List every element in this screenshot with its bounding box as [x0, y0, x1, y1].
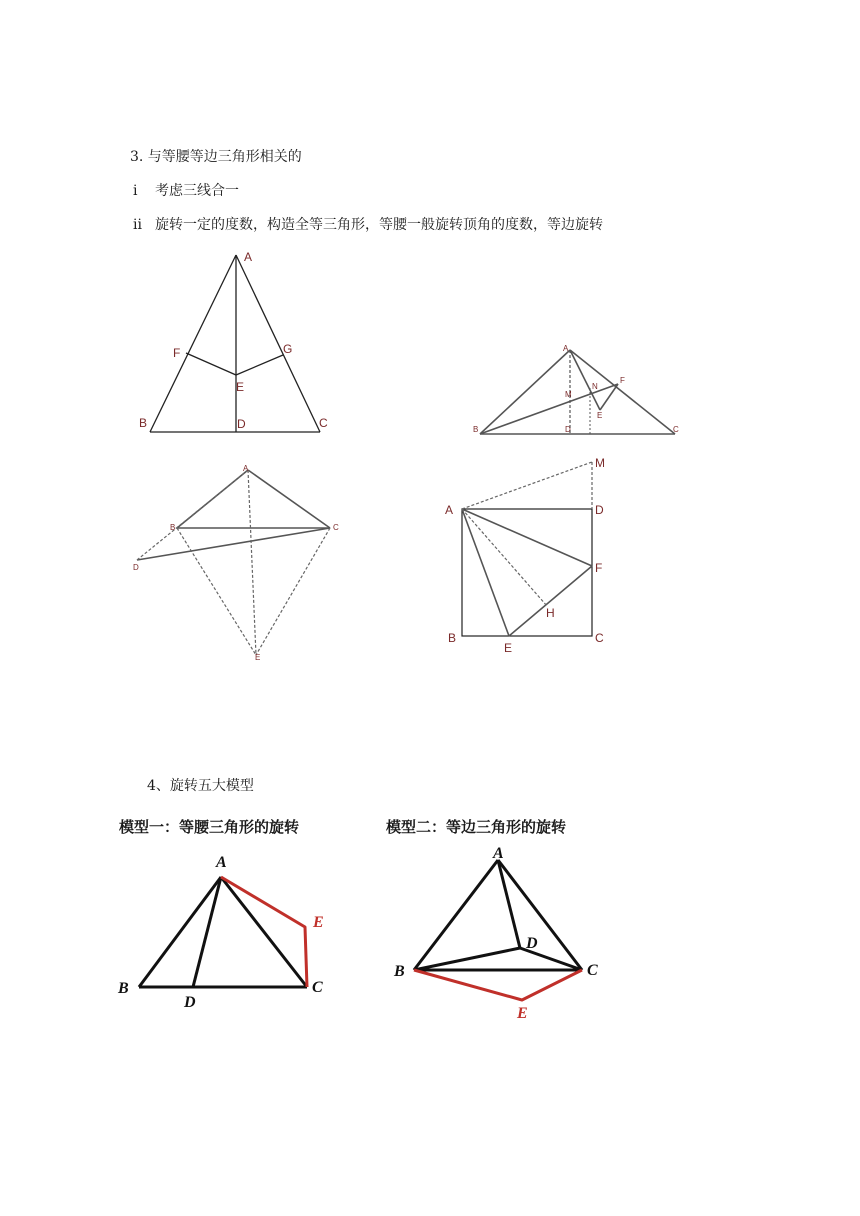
model1-label-A: A [216, 854, 227, 871]
model2-label-A: A [493, 845, 504, 862]
item-ii-text: 旋转一定的度数，构造全等三角形，等腰一般旋转顶角的度数，等边旋转 [155, 217, 603, 233]
fig1-label-F: F [173, 346, 181, 360]
figure-square-rotation [440, 452, 620, 657]
fig2-label-B: B [473, 425, 479, 434]
fig4-label-D: D [595, 503, 604, 517]
fig4-label-F: F [595, 561, 603, 575]
fig4-label-H: H [546, 606, 555, 620]
fig1-label-B: B [139, 416, 148, 430]
fig3-label-B: B [170, 523, 176, 532]
section3-item-i [133, 180, 239, 200]
fig2-label-C: C [673, 425, 679, 434]
fig3-label-A: A [243, 464, 249, 473]
model1-figure [110, 845, 350, 1020]
section3-heading: 3. 与等腰等边三角形相关的 [130, 149, 302, 165]
fig2-label-A: A [563, 344, 569, 353]
model2-figure [385, 838, 625, 1023]
fig2-label-N: N [592, 382, 598, 391]
fig3-label-E: E [255, 653, 261, 662]
fig4-label-E: E [504, 641, 513, 655]
fig2-label-E: E [597, 411, 603, 420]
section3-item-ii [133, 214, 603, 234]
fig2-label-M: M [565, 390, 572, 399]
figure-isosceles-altitude [130, 245, 350, 445]
fig1-label-E: E [236, 380, 245, 394]
figure-obtuse-triangle [470, 340, 690, 440]
fig4-label-C: C [595, 631, 604, 645]
model1-label-C: C [312, 979, 323, 996]
model1-label-E: E [313, 914, 324, 931]
fig3-label-C: C [333, 523, 339, 532]
fig2-label-D: D [565, 425, 571, 434]
fig1-label-A: A [244, 250, 253, 264]
fig4-label-M: M [595, 456, 605, 470]
model2-label-E: E [517, 1005, 528, 1022]
model1-title: 模型一：等腰三角形的旋转 [119, 818, 300, 836]
model1-label-D: D [184, 994, 196, 1011]
fig4-label-B: B [448, 631, 457, 645]
fig1-label-C: C [319, 416, 328, 430]
model2-label-C: C [587, 962, 598, 979]
model2-title: 模型二：等边三角形的旋转 [386, 818, 567, 836]
model2-label-B: B [394, 963, 405, 980]
fig2-label-F: F [620, 376, 625, 385]
fig1-label-G: G [283, 342, 293, 356]
model1-label-B: B [118, 980, 129, 997]
section4-heading: 4、旋转五大模型 [147, 778, 254, 794]
fig3-label-D: D [133, 563, 139, 572]
item-ii-marker: ii [133, 217, 142, 233]
figure-rotated-triangles [125, 460, 355, 665]
fig4-label-A: A [445, 503, 454, 517]
item-i-marker: i [133, 183, 138, 199]
item-i-text: 考虑三线合一 [155, 183, 239, 199]
fig1-label-D: D [237, 417, 246, 431]
model2-label-D: D [526, 935, 538, 952]
